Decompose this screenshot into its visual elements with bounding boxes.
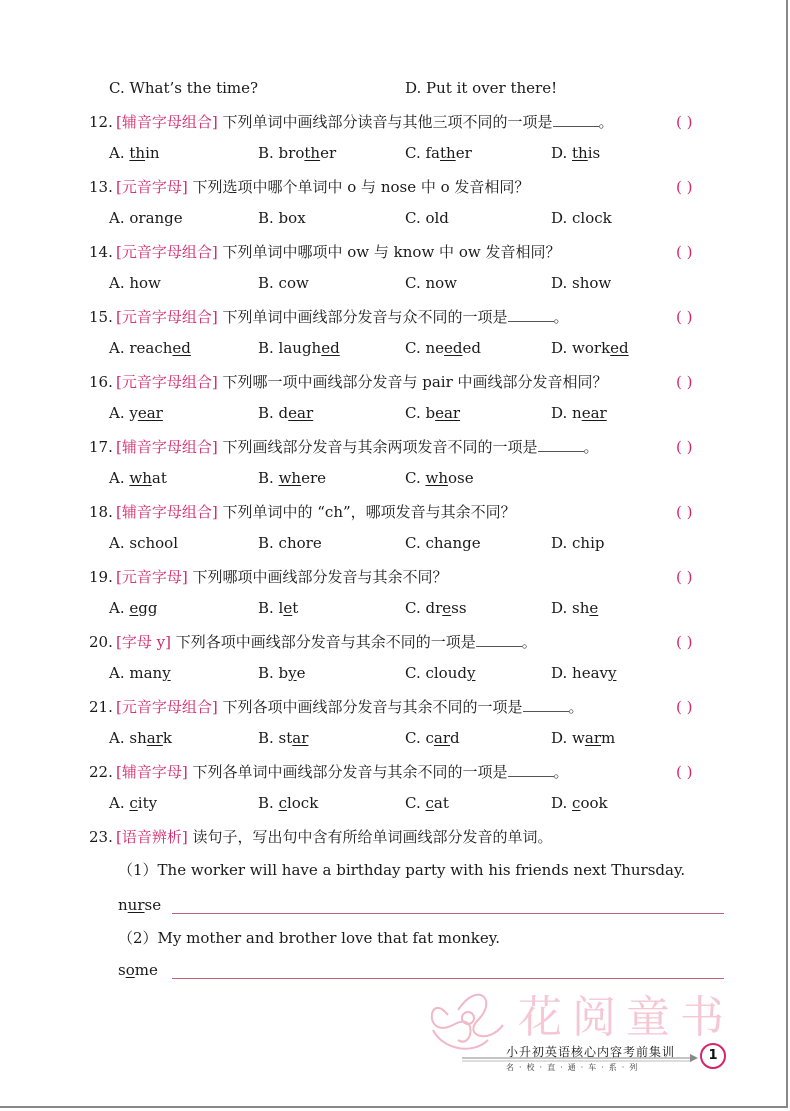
answer-option[interactable]: C. card <box>405 729 460 747</box>
underlined-letters: ur <box>127 896 145 914</box>
underlined-letters: th <box>439 144 456 162</box>
question-end-punct: 。 <box>568 698 584 716</box>
answer-option[interactable]: D. cook <box>551 794 608 812</box>
question-text <box>116 567 448 587</box>
series-subtitle: 名·校·直·通·车·系·列 <box>506 1063 643 1072</box>
answer-option[interactable]: D. warm <box>551 729 616 747</box>
question-text <box>116 502 516 522</box>
question-body: 下列哪项中画线部分发音与其余不同？ <box>187 568 448 586</box>
answer-option[interactable]: C. now <box>405 274 458 292</box>
answer-option[interactable]: D. clock <box>551 209 612 227</box>
underlined-letters: o <box>125 961 135 979</box>
answer-option[interactable]: C. bear <box>405 404 461 422</box>
underlined-letters: e <box>442 599 452 617</box>
answer-option[interactable]: B. where <box>258 469 326 487</box>
answer-option[interactable]: D. show <box>551 274 612 292</box>
answer-blank[interactable] <box>553 112 599 127</box>
answer-option[interactable]: D. heavy <box>551 664 617 682</box>
topic-tag: [辅音字母] <box>116 763 188 781</box>
answer-option[interactable]: B. let <box>258 599 299 617</box>
underlined-letters: wh <box>278 469 302 487</box>
underlined-letters: ear <box>581 404 607 422</box>
worksheet-page: C. What’s the time? D. Put it over there! 12. [辅音字母组合] 下列单词中画线部分读音与其他三项不同的一项是 。 ( ) A. thin B. brother C. father D. this 13. [元音字母] 下列选项中哪个单词中 o 与 nose 中 o 发音相同？ ( ) A. orange B. box C. old D. clock 14. [元音字母组合] 下列单词中哪项中 ow 与 know 中 ow 发音相同？ ( ) A. how B. cow C. now D. show 15. [元音字母组合] 下列单词中画线部分发音与众不同的一项是 。 ( ) A. reached B. laughed C. needed D. worked 16. [元音字母组合] 下列哪一项中画线部分发音与 pair 中画线部分发音相同？ ( ) A. year B. dear C. bear D. near 17. [辅音字母组合] 下列画线部分发音与其余两项发音不同的一项是 。 ( ) A. what B. where C. whose 18. [辅音字母组合] 下列单词中的 “ch”，哪项发音与其余不同？ ( ) A. school B. chore C. change D. chip 19. [元音字母] 下列哪项中画线部分发音与其余不同？ ( ) A. egg B. let C. dress D. she 20. [字母 y] 下列各项中画线部分发音与其余不同的一项是 。 ( ) A. many B. bye C. cloudy D. heavy 21. [元音字母组合] 下列各项中画线部分发音与其余不同的一项是 。 ( ) A. shark B. star C. card D. warm 22. [辅音字母] 下列各单词中画线部分发音与其余不同的一项是 。 ( ) A. city B. clock C. cat D. cook 23. [语音辨析] 读句子，写出句中含有所给单词画线部分发音的单词。 （1）The worker will have a birthday party with his friends next Thursday. nurse （2）My mother and brother love that fat monkey. some 花阅童书 小升初英语核心内容考前集训 名·校·直·通·车·系·列 1 <box>0 0 790 1111</box>
topic-tag: [辅音字母组合] <box>116 113 218 131</box>
question-text <box>116 372 608 392</box>
answer-option[interactable]: C. cat <box>405 794 449 812</box>
topic-tag: [元音字母] <box>116 568 188 586</box>
answer-option[interactable]: C. cloudy <box>405 664 476 682</box>
question-text <box>116 242 560 262</box>
answer-parentheses[interactable]: ( ) <box>676 178 693 196</box>
underlined-letters: wh <box>129 469 152 487</box>
answer-option[interactable]: A. shark <box>109 729 172 747</box>
answer-blank[interactable] <box>508 762 554 777</box>
question-number: 16. <box>89 373 113 391</box>
topic-tag: [元音字母组合] <box>116 373 218 391</box>
answer-parentheses[interactable]: ( ) <box>676 568 693 586</box>
question-number: 20. <box>89 633 113 651</box>
question-number: 22. <box>89 763 113 781</box>
underlined-letters: wh <box>425 469 448 487</box>
answer-option[interactable]: B. bye <box>258 664 306 682</box>
question-text <box>116 307 569 327</box>
answer-parentheses[interactable]: ( ) <box>676 633 693 651</box>
underlined-letters: th <box>572 144 588 162</box>
answer-option[interactable]: A. many <box>109 664 171 682</box>
answer-option[interactable]: D. near <box>551 404 607 422</box>
question-number: 19. <box>89 568 113 586</box>
answer-option[interactable]: A. city <box>109 794 158 812</box>
underlined-letters: ar <box>292 729 309 747</box>
answer-option[interactable]: C. father <box>405 144 472 162</box>
answer-option[interactable]: C. old <box>405 209 449 227</box>
question-body: 下列各项中画线部分发音与其余不同的一项是 <box>170 633 476 651</box>
underlined-letters: y <box>288 664 297 682</box>
question-number: 23. <box>89 828 113 846</box>
answer-option[interactable]: B. chore <box>258 534 322 552</box>
question-text <box>116 177 529 197</box>
underlined-letters: e <box>283 599 293 617</box>
answer-option[interactable]: A. thin <box>109 144 160 162</box>
question-end-punct: 。 <box>521 633 537 651</box>
answer-parentheses[interactable]: ( ) <box>676 763 693 781</box>
underlined-letters: ed <box>610 339 629 357</box>
question-body: 下列单词中的 “ch”，哪项发音与其余不同？ <box>217 503 516 521</box>
answer-option[interactable]: D. Put it over there! <box>405 79 558 97</box>
question-text <box>116 437 599 457</box>
q23-word-1: nurse <box>118 896 162 914</box>
question-number: 21. <box>89 698 113 716</box>
answer-parentheses[interactable]: ( ) <box>676 373 693 391</box>
answer-option[interactable]: D. chip <box>551 534 605 552</box>
answer-option[interactable]: A. school <box>109 534 178 552</box>
underlined-letters: th <box>129 144 146 162</box>
underlined-letters: y <box>607 664 617 682</box>
page-number: 1 <box>700 1043 726 1069</box>
underlined-letters: e <box>129 599 139 617</box>
question-number: 12. <box>89 113 113 131</box>
question-body: 下列各项中画线部分发音与其余不同的一项是 <box>217 698 523 716</box>
topic-tag: [字母 y] <box>116 633 171 651</box>
underlined-letters: ed <box>321 339 340 357</box>
answer-option[interactable]: D. worked <box>551 339 629 357</box>
underlined-letters: ear <box>435 404 461 422</box>
answer-parentheses[interactable]: ( ) <box>676 308 693 326</box>
underlined-letters: ar <box>433 729 451 747</box>
answer-parentheses[interactable]: ( ) <box>676 438 693 456</box>
topic-tag: [辅音字母组合] <box>116 438 218 456</box>
answer-parentheses[interactable]: ( ) <box>676 503 693 521</box>
topic-tag: [元音字母] <box>116 178 188 196</box>
svg-text:花阅童书: 花阅童书 <box>518 992 734 1043</box>
question-text <box>116 697 584 717</box>
answer-option[interactable]: D. she <box>551 599 599 617</box>
answer-option[interactable]: A. egg <box>109 599 158 617</box>
answer-option[interactable]: B. cow <box>258 274 309 292</box>
q23-word-2: some <box>118 961 158 979</box>
question-text <box>116 827 553 847</box>
underlined-letters: ear <box>288 404 314 422</box>
topic-tag: [语音辨析] <box>116 828 188 846</box>
question-end-punct: 。 <box>553 308 569 326</box>
question-body: 读句子，写出句中含有所给单词画线部分发音的单词。 <box>187 828 553 846</box>
underlined-letters: ed <box>444 339 463 357</box>
topic-tag: [元音字母组合] <box>116 308 218 326</box>
answer-parentheses[interactable]: ( ) <box>676 113 693 131</box>
series-title: 小升初英语核心内容考前集训 <box>506 1045 676 1059</box>
question-text <box>116 632 537 652</box>
topic-tag: [元音字母组合] <box>116 243 218 261</box>
answer-option[interactable]: A. year <box>109 404 163 422</box>
question-end-punct: 。 <box>553 763 569 781</box>
answer-option[interactable]: B. dear <box>258 404 314 422</box>
question-body: 下列单词中哪项中 ow 与 know 中 ow 发音相同？ <box>217 243 561 261</box>
answer-blank[interactable] <box>508 307 554 322</box>
underlined-letters: c <box>278 794 287 812</box>
answer-option[interactable]: A. what <box>109 469 167 487</box>
question-body: 下列选项中哪个单词中 o 与 nose 中 o 发音相同？ <box>187 178 530 196</box>
answer-option[interactable]: C. change <box>405 534 481 552</box>
underlined-letters: y <box>162 664 171 682</box>
answer-parentheses[interactable]: ( ) <box>676 698 693 716</box>
answer-option[interactable]: B. laughed <box>258 339 340 357</box>
q23-answer-line-1[interactable] <box>172 913 724 914</box>
answer-blank[interactable] <box>523 697 569 712</box>
question-end-punct: 。 <box>598 113 614 131</box>
answer-blank[interactable] <box>538 437 584 452</box>
answer-option[interactable]: B. star <box>258 729 309 747</box>
answer-option[interactable]: B. box <box>258 209 306 227</box>
answer-parentheses[interactable]: ( ) <box>676 243 693 261</box>
underlined-letters: c <box>129 794 138 812</box>
topic-tag: [辅音字母组合] <box>116 503 218 521</box>
underlined-letters: ear <box>137 404 163 422</box>
answer-option[interactable]: B. clock <box>258 794 319 812</box>
answer-option[interactable]: A. orange <box>109 209 183 227</box>
question-body: 下列画线部分发音与其余两项发音不同的一项是 <box>217 438 538 456</box>
answer-blank[interactable] <box>476 632 522 647</box>
question-body: 下列单词中画线部分读音与其他三项不同的一项是 <box>217 113 553 131</box>
underlined-letters: ed <box>172 339 191 357</box>
answer-option[interactable]: D. this <box>551 144 601 162</box>
question-number: 13. <box>89 178 113 196</box>
underlined-letters: e <box>589 599 599 617</box>
question-body: 下列单词中画线部分发音与众不同的一项是 <box>217 308 508 326</box>
question-number: 14. <box>89 243 113 261</box>
question-end-punct: 。 <box>583 438 599 456</box>
question-body: 下列各单词中画线部分发音与其余不同的一项是 <box>187 763 508 781</box>
question-text <box>116 762 569 782</box>
underlined-letters: ar <box>584 729 601 747</box>
answer-option[interactable]: C. What’s the time? <box>109 79 259 97</box>
question-body: 下列哪一项中画线部分发音与 pair 中画线部分发音相同？ <box>217 373 608 391</box>
question-number: 17. <box>89 438 113 456</box>
answer-option[interactable]: C. whose <box>405 469 474 487</box>
question-number: 15. <box>89 308 113 326</box>
answer-option[interactable]: C. needed <box>405 339 481 357</box>
underlined-letters: th <box>304 144 321 162</box>
topic-tag: [元音字母组合] <box>116 698 218 716</box>
question-text <box>116 112 614 132</box>
underlined-letters: c <box>572 794 581 812</box>
underlined-letters: c <box>425 794 434 812</box>
question-number: 18. <box>89 503 113 521</box>
answer-option[interactable]: C. dress <box>405 599 467 617</box>
underlined-letters: ar <box>146 729 163 747</box>
answer-option[interactable]: A. how <box>109 274 161 292</box>
underlined-letters: y <box>466 664 476 682</box>
answer-option[interactable]: B. brother <box>258 144 337 162</box>
answer-option[interactable]: A. reached <box>109 339 191 357</box>
